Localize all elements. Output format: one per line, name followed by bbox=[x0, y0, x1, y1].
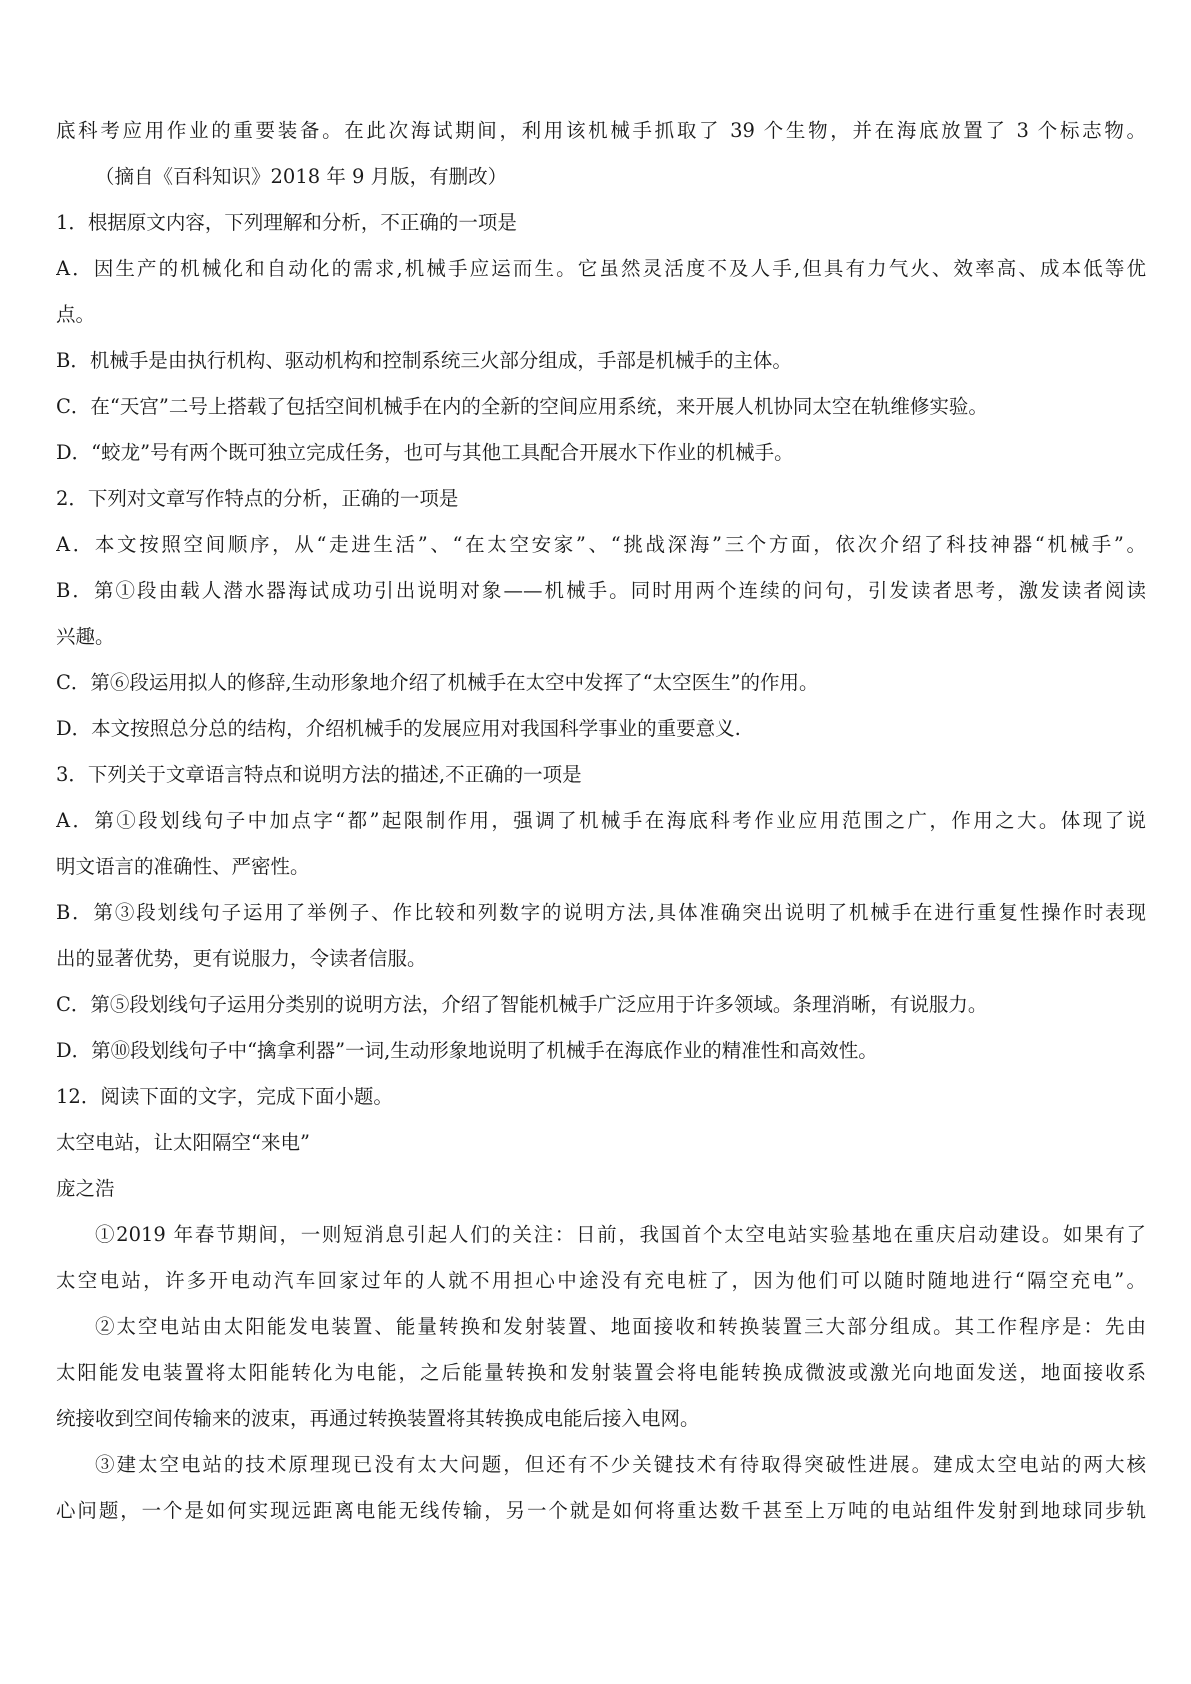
text-line: 太阳能发电装置将太阳能转化为电能，之后能量转换和发射装置会将电能转换成微波或激光向地面发送，地面接收系 bbox=[56, 1361, 1146, 1384]
text-line: D．“蛟龙”号有两个既可独立完成任务，也可与其他工具配合开展水下作业的机械手。 bbox=[56, 441, 794, 464]
text-line: C．在“天宫”二号上搭载了包括空间机械手在内的全新的空间应用系统，来开展人机协同太空在轨维修实验。 bbox=[56, 395, 988, 418]
text-line: ②太空电站由太阳能发电装置、能量转换和发射装置、地面接收和转换装置三大部分组成。其工作程序是：先由 bbox=[95, 1315, 1146, 1338]
text-line: A．本文按照空间顺序，从“走进生活”、“在太空安家”、“挑战深海”三个方面，依次介绍了科技神器“机械手”。 bbox=[56, 533, 1146, 556]
document-page bbox=[56, 118, 1146, 1544]
text-line: 太空电站，让太阳隔空“来电” bbox=[56, 1131, 310, 1154]
text-line: （摘自《百科知识》2018 年 9 月版，有删改） bbox=[95, 165, 508, 188]
text-line: 2．下列对文章写作特点的分析，正确的一项是 bbox=[56, 487, 459, 510]
text-line: 兴趣。 bbox=[56, 625, 115, 648]
text-line: C．第⑤段划线句子运用分类别的说明方法，介绍了智能机械手广泛应用于许多领域。条理消晰，有说服力。 bbox=[56, 993, 988, 1016]
text-line: ①2019 年春节期间，一则短消息引起人们的关注：日前，我国首个太空电站实验基地在重庆启动建设。如果有了 bbox=[95, 1223, 1146, 1246]
text-line: B．第①段由载人潜水器海试成功引出说明对象——机械手。同时用两个连续的问句，引发读者思考，激发读者阅读 bbox=[56, 579, 1146, 602]
text-line: B．第③段划线句子运用了举例子、作比较和列数字的说明方法,具体准确突出说明了机械手在进行重复性操作时表现 bbox=[56, 901, 1146, 924]
text-line: 太空电站，许多开电动汽车回家过年的人就不用担心中途没有充电桩了，因为他们可以随时随地进行“隔空充电”。 bbox=[56, 1269, 1146, 1292]
text-line: D．本文按照总分总的结构，介绍机械手的发展应用对我国科学事业的重要意义. bbox=[56, 717, 741, 740]
text-line: A．因生产的机械化和自动化的需求,机械手应运而生。它虽然灵活度不及人手,但具有力气火、效率高、成本低等优 bbox=[56, 257, 1146, 280]
text-line: 1．根据原文内容，下列理解和分析，不正确的一项是 bbox=[56, 211, 517, 234]
text-line: B．机械手是由执行机构、驱动机构和控制系统三火部分组成，手部是机械手的主体。 bbox=[56, 349, 792, 372]
text-line: 统接收到空间传输来的波束，再通过转换装置将其转换成电能后接入电网。 bbox=[56, 1407, 700, 1430]
text-line: 心问题，一个是如何实现远距离电能无线传输，另一个就是如何将重达数千甚至上万吨的电站组件发射到地球同步轨 bbox=[56, 1499, 1146, 1522]
text-line: 3．下列关于文章语言特点和说明方法的描述,不正确的一项是 bbox=[56, 763, 582, 786]
text-line: 点。 bbox=[56, 303, 96, 326]
text-line: 明文语言的准确性、严密性。 bbox=[56, 855, 310, 878]
text-line: 底科考应用作业的重要装备。在此次海试期间，利用该机械手抓取了 39 个生物，并在海底放置了 3 个标志物。 bbox=[56, 119, 1146, 142]
text-line: C．第⑥段运用拟人的修辞,生动形象地介绍了机械手在太空中发挥了“太空医生”的作用。 bbox=[56, 671, 819, 694]
text-line: 12．阅读下面的文字，完成下面小题。 bbox=[56, 1085, 393, 1108]
text-line: 出的显著优势，更有说服力，令读者信服。 bbox=[56, 947, 427, 970]
text-line: D．第⑩段划线句子中“擒拿利器”一词,生动形象地说明了机械手在海底作业的精准性和高效性。 bbox=[56, 1039, 878, 1062]
text-line: A．第①段划线句子中加点字“都”起限制作用，强调了机械手在海底科考作业应用范围之广，作用之大。体现了说 bbox=[56, 809, 1146, 832]
text-line: 庞之浩 bbox=[56, 1177, 115, 1200]
text-line: ③建太空电站的技术原理现已没有太大问题，但还有不少关键技术有待取得突破性进展。建成太空电站的两大核 bbox=[95, 1453, 1146, 1476]
